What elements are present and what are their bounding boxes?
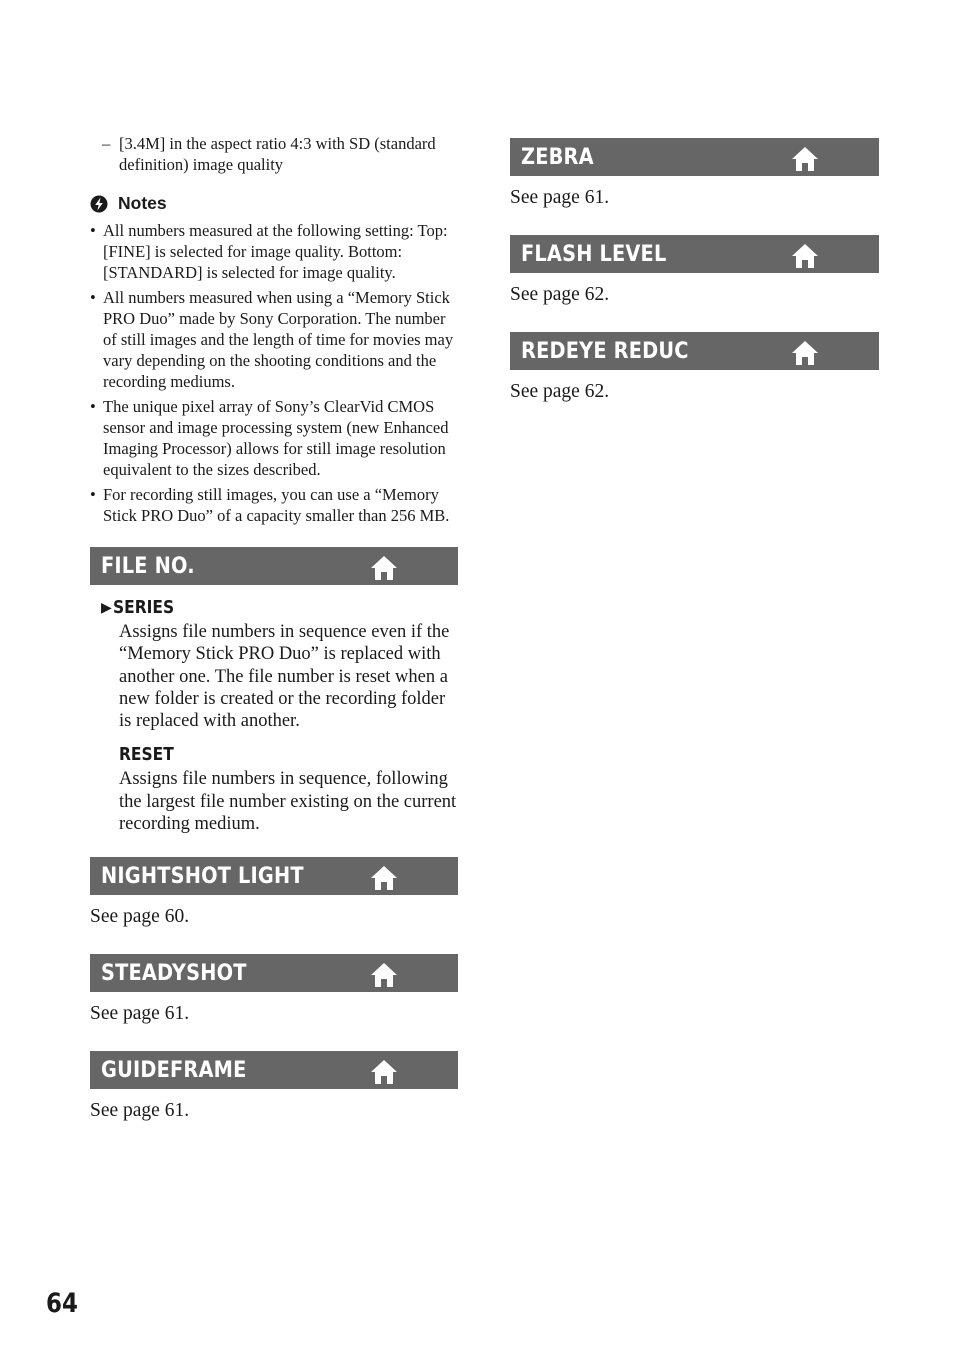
aspect-ratio-item bbox=[90, 133, 458, 175]
list-item: • For recording still images, you can use a “Memory Stick PRO Duo” of a capacity smaller than 256 MB. bbox=[90, 485, 450, 525]
list-item: • All numbers measured when using a “Memory Stick PRO Duo” made by Sony Corporation. The number of still images and the length of time for movies may vary depending on the shooting conditions and the recording mediums. bbox=[90, 288, 454, 391]
nightshot-light-header bbox=[90, 857, 458, 895]
section-title: STEADYSHOT bbox=[101, 960, 247, 986]
page-number: 64 bbox=[46, 1288, 78, 1319]
see-page-reference: See page 61. bbox=[90, 1003, 190, 1025]
default-marker-icon: ▶ bbox=[101, 599, 112, 616]
steadyshot-header bbox=[90, 954, 458, 992]
zebra-header bbox=[510, 138, 879, 176]
see-page-reference: See page 62. bbox=[510, 381, 610, 402]
home-icon[interactable] bbox=[791, 243, 819, 269]
option-label: RESET bbox=[119, 744, 174, 766]
option-reset bbox=[90, 744, 458, 835]
home-icon[interactable] bbox=[370, 865, 398, 891]
see-page-reference: See page 61. bbox=[510, 187, 610, 208]
notes-heading bbox=[90, 193, 458, 214]
section-title: NIGHTSHOT LIGHT bbox=[101, 863, 304, 889]
home-icon[interactable] bbox=[791, 340, 819, 366]
home-icon[interactable] bbox=[370, 555, 398, 581]
section-title: ZEBRA bbox=[521, 144, 594, 170]
option-label: SERIES bbox=[112, 597, 174, 618]
aspect-ratio-text: [3.4M] in the aspect ratio 4:3 with SD (standard definition) image quality bbox=[119, 134, 436, 174]
home-icon[interactable] bbox=[791, 146, 819, 172]
option-series bbox=[90, 597, 458, 732]
notes-list bbox=[90, 220, 458, 526]
see-page-reference: See page 60. bbox=[90, 906, 190, 928]
home-icon[interactable] bbox=[370, 962, 398, 988]
flash-level-header bbox=[510, 235, 879, 273]
guideframe-header bbox=[90, 1051, 458, 1089]
redeye-reduc-header bbox=[510, 332, 879, 370]
option-description: Assigns file numbers in sequence, following the largest file number existing on the current recording medium. bbox=[119, 769, 457, 835]
list-item: • All numbers measured at the following setting: Top: [FINE] is selected for image quality. Bottom: [STANDARD] is selected for image quality. bbox=[90, 221, 448, 282]
section-title: GUIDEFRAME bbox=[101, 1057, 247, 1083]
file-no-header bbox=[90, 547, 458, 585]
left-column bbox=[90, 133, 458, 1123]
notes-title: Notes bbox=[118, 193, 167, 213]
section-title: FLASH LEVEL bbox=[521, 241, 667, 267]
home-icon[interactable] bbox=[370, 1059, 398, 1085]
dash-marker: – bbox=[102, 134, 111, 153]
right-column bbox=[510, 138, 879, 404]
section-title: FILE NO. bbox=[101, 553, 195, 579]
option-description: Assigns file numbers in sequence even if the “Memory Stick PRO Duo” is replaced with another one. The file number is reset when a new folder is created or the recording folder is replaced with another. bbox=[119, 622, 450, 732]
see-page-reference: See page 61. bbox=[90, 1100, 190, 1122]
notes-icon bbox=[90, 195, 108, 213]
section-title: REDEYE REDUC bbox=[521, 338, 689, 364]
list-item: • The unique pixel array of Sony’s ClearVid CMOS sensor and image processing system (new Enhanced Imaging Processor) allows for still image resolution equivalent to the sizes described. bbox=[90, 397, 449, 479]
see-page-reference: See page 62. bbox=[510, 284, 610, 305]
